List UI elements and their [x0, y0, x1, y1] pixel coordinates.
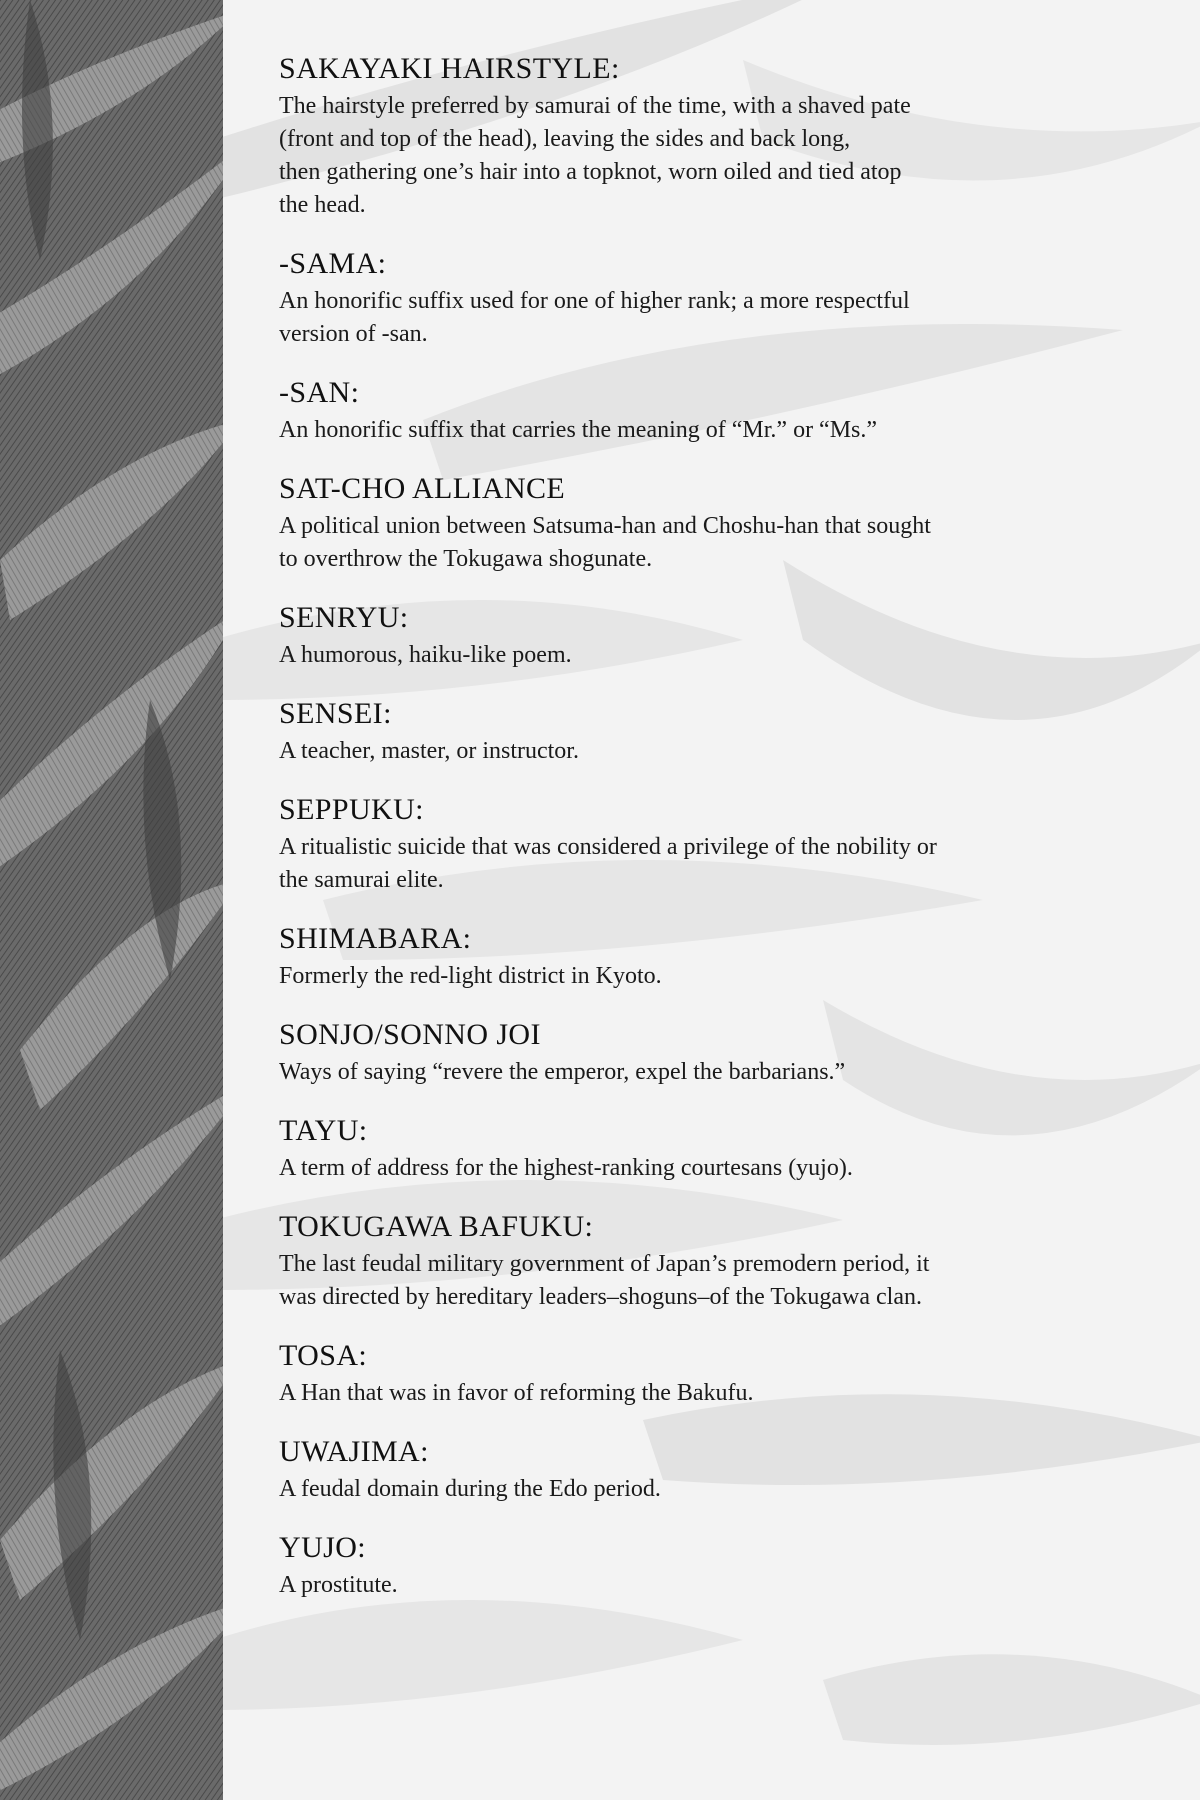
definition-line: A Han that was in favor of reforming the Bakufu.	[279, 1380, 754, 1406]
glossary-entry	[279, 472, 1159, 576]
glossary-definition	[279, 285, 1159, 351]
glossary-term: SHIMABARA:	[279, 922, 472, 955]
definition-line: to overthrow the Tokugawa shogunate.	[279, 546, 653, 572]
glossary-term: SEPPUKU:	[279, 793, 424, 826]
glossary-entry	[279, 1018, 1159, 1089]
glossary-definition	[279, 639, 1159, 672]
glossary-term: TOKUGAWA BAFUKU:	[279, 1210, 594, 1243]
definition-line: the head.	[279, 192, 366, 218]
definition-line: A political union between Satsuma-han and Choshu-han that sought	[279, 513, 931, 539]
glossary-term: SENRYU:	[279, 601, 409, 634]
definition-line: the samurai elite.	[279, 867, 444, 893]
glossary-definition	[279, 831, 1159, 897]
definition-line: A prostitute.	[279, 1572, 398, 1598]
glossary-definition	[279, 1377, 1159, 1410]
glossary-term: -SAMA:	[279, 247, 387, 280]
glossary-definition	[279, 1152, 1159, 1185]
definition-line: The last feudal military government of Japan’s premodern period, it	[279, 1251, 930, 1277]
decorative-leaf-strip	[0, 0, 223, 1800]
definition-line: Ways of saying “revere the emperor, expel the barbarians.”	[279, 1059, 846, 1085]
glossary-entry	[279, 247, 1159, 351]
definition-line: An honorific suffix that carries the meaning of “Mr.” or “Ms.”	[279, 417, 878, 443]
glossary-term: SAKAYAKI HAIRSTYLE:	[279, 52, 620, 85]
glossary-entry	[279, 1339, 1159, 1410]
glossary-definition	[279, 960, 1159, 993]
leaf-pattern-dark	[0, 0, 223, 1800]
glossary-term: SAT-CHO ALLIANCE	[279, 472, 566, 505]
glossary-definition	[279, 1473, 1159, 1506]
glossary-entry	[279, 376, 1159, 447]
glossary-term: TAYU:	[279, 1114, 368, 1147]
definition-line: version of -san.	[279, 321, 428, 347]
definition-line: An honorific suffix used for one of higher rank; a more respectful	[279, 288, 910, 314]
glossary-definition	[279, 90, 1159, 222]
definition-line: A feudal domain during the Edo period.	[279, 1476, 661, 1502]
glossary-list	[279, 52, 1159, 1602]
glossary-entry	[279, 1435, 1159, 1506]
definition-line: Formerly the red-light district in Kyoto.	[279, 963, 662, 989]
glossary-term: UWAJIMA:	[279, 1435, 429, 1468]
definition-line: The hairstyle preferred by samurai of the time, with a shaved pate	[279, 93, 911, 119]
glossary-entry	[279, 1531, 1159, 1602]
glossary-definition	[279, 735, 1159, 768]
glossary-term: SENSEI:	[279, 697, 392, 730]
glossary-definition	[279, 1248, 1159, 1314]
definition-line: A ritualistic suicide that was considered a privilege of the nobility or	[279, 834, 937, 860]
glossary-definition	[279, 1056, 1159, 1089]
glossary-entry	[279, 601, 1159, 672]
glossary-entry	[279, 697, 1159, 768]
glossary-entry	[279, 922, 1159, 993]
definition-line: A humorous, haiku-like poem.	[279, 642, 572, 668]
definition-line: then gathering one’s hair into a topknot, worn oiled and tied atop	[279, 159, 902, 185]
glossary-term: SONJO/SONNO JOI	[279, 1018, 541, 1051]
glossary-definition	[279, 510, 1159, 576]
glossary-entry	[279, 1114, 1159, 1185]
glossary-term: -SAN:	[279, 376, 360, 409]
definition-line: (front and top of the head), leaving the sides and back long,	[279, 126, 851, 152]
glossary-entry	[279, 793, 1159, 897]
glossary-entry	[279, 52, 1159, 222]
glossary-term: YUJO:	[279, 1531, 367, 1564]
glossary-term: TOSA:	[279, 1339, 368, 1372]
glossary-definition	[279, 1569, 1159, 1602]
definition-line: A teacher, master, or instructor.	[279, 738, 579, 764]
definition-line: was directed by hereditary leaders–shoguns–of the Tokugawa clan.	[279, 1284, 922, 1310]
definition-line: A term of address for the highest-ranking courtesans (yujo).	[279, 1155, 853, 1181]
glossary-definition	[279, 414, 1159, 447]
glossary-entry	[279, 1210, 1159, 1314]
